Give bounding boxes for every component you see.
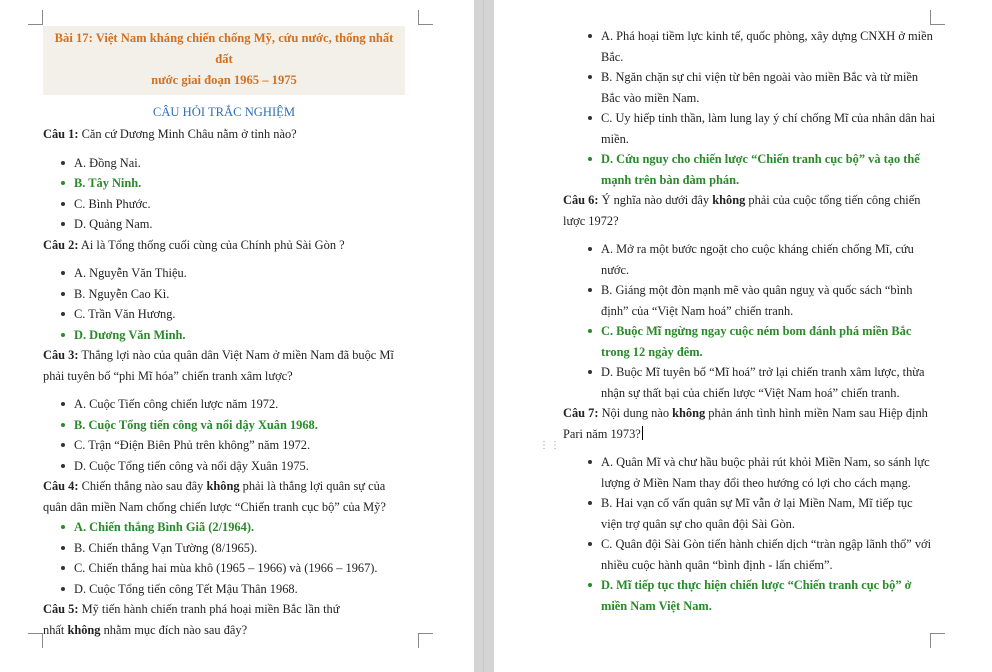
answers-q6: [570, 239, 936, 403]
document-page-left: [0, 0, 474, 672]
question-text: Ý nghĩa nào dưới đây: [598, 193, 713, 207]
question-emphasis: không: [67, 622, 101, 637]
document-page-right: [494, 0, 992, 672]
question-4: [43, 476, 405, 497]
crop-mark: [930, 633, 945, 648]
question-number: Câu 7:: [563, 406, 599, 420]
question-text: Pari năm 1973?: [563, 426, 641, 441]
answer-option: C. Chiến thắng hai mùa khô (1965 – 1966) và (1966 – 1967).: [43, 558, 405, 579]
question-text: Ai là Tổng thống cuối cùng của Chính phủ Sài Gòn ?: [78, 237, 345, 252]
answer-line: lượng ở Miền Nam thay đổi theo hướng có lợi cho cách mạng.: [601, 475, 911, 490]
answer-line: A. Phá hoại tiềm lực kinh tế, quốc phòng, xây dựng CNXH ở miền: [601, 29, 933, 43]
answer-option: D. Quảng Nam.: [43, 214, 405, 235]
answer-line: D. Mĩ tiếp tục thực hiện chiến lược “Chiến tranh cục bộ” ở: [601, 578, 912, 592]
answer-line: B. Giáng một đòn mạnh mẽ vào quân nguỵ và quốc sách “bình: [601, 283, 913, 297]
answer-option: C. Trận “Điện Biên Phủ trên không” năm 1972.: [43, 435, 405, 456]
answer-line: định” của “Việt Nam hoá” chiến tranh.: [601, 303, 794, 318]
answer-option: A. Đồng Nai.: [43, 153, 405, 174]
text-cursor: [642, 426, 643, 440]
answer-line: C. Buộc Mĩ ngừng ngay cuộc ném bom đánh phá miền Bắc: [601, 324, 912, 338]
answers-q5: [570, 26, 936, 190]
answers-q2: [43, 263, 405, 345]
answer-line: trong 12 ngày đêm.: [601, 344, 703, 359]
question-text: Căn cứ Dương Minh Châu nằm ở tỉnh nào?: [78, 127, 297, 141]
answer-line: Bắc vào miền Nam.: [601, 90, 700, 105]
page-content[interactable]: [43, 26, 405, 640]
answer-option: D. Cuộc Tổng tiến công Tết Mậu Thân 1968.: [43, 579, 405, 600]
answer-option: C. Trần Văn Hương.: [43, 304, 405, 325]
answer-line: Bắc.: [601, 49, 624, 64]
answer-option: [570, 280, 936, 321]
question-3-continued: phải tuyên bố “phi Mĩ hóa” chiến tranh xâm lược?: [43, 368, 293, 383]
crop-mark: [418, 633, 433, 648]
answers-q7: [570, 452, 936, 616]
question-7: [563, 403, 936, 424]
question-emphasis: không: [712, 193, 746, 207]
answer-line: B. Ngăn chặn sự chi viện từ bên ngoài vào miền Bắc và từ miền: [601, 70, 919, 84]
answer-line: miền.: [601, 131, 629, 146]
drag-handle-icon[interactable]: ⋮⋮: [539, 440, 561, 451]
question-number: Câu 3:: [43, 348, 79, 362]
lesson-title-line: nước giai đoạn 1965 – 1975: [151, 73, 297, 87]
question-number: Câu 2:: [43, 237, 79, 252]
answer-option-correct: A. Chiến thắng Bình Giã (2/1964).: [43, 517, 405, 538]
question-6: [563, 190, 936, 211]
question-number: Câu 6:: [563, 193, 599, 207]
answers-q4: [43, 517, 405, 599]
question-1: [43, 124, 405, 145]
question-text: phải là thắng lợi quân sự của: [239, 479, 386, 493]
answer-option: [570, 67, 936, 108]
question-number: Câu 5:: [43, 602, 79, 616]
answer-option: B. Nguyễn Cao Kì.: [43, 284, 405, 305]
page-gap: [474, 0, 494, 672]
question-5: [43, 599, 405, 620]
answer-line: nhận sự thất bại của chiến lược “Việt Nam hoá” chiến tranh.: [601, 385, 900, 400]
page-gap-line: [483, 0, 484, 672]
answers-q3: [43, 394, 405, 476]
question-emphasis: không: [672, 406, 706, 420]
section-heading: CÂU HỎI TRẮC NGHIỆM: [152, 105, 296, 119]
question-4-continued: quân dân miền Nam chống chiến lược “Chiến tranh cục bộ” của Mỹ?: [43, 499, 386, 514]
answer-option: [570, 108, 936, 149]
question-number: Câu 4:: [43, 479, 79, 493]
answer-option: [570, 362, 936, 403]
answer-line: nhiều cuộc hành quân “bình định - lấn chiếm”.: [601, 557, 833, 572]
answer-line: D. Cứu nguy cho chiến lược “Chiến tranh cục bộ” và tạo thế: [601, 152, 920, 166]
question-6-continued: lược 1972?: [563, 213, 619, 228]
answer-option: D. Cuộc Tổng tiến công và nổi dậy Xuân 1975.: [43, 456, 405, 477]
answer-option: [570, 26, 936, 67]
answer-option-correct: [570, 321, 936, 362]
question-text: phản ánh tình hình miền Nam sau Hiệp định: [705, 406, 928, 420]
crop-mark: [930, 10, 945, 25]
answer-line: D. Buộc Mĩ tuyên bố “Mĩ hoá” trở lại chiến tranh xâm lược, thừa: [601, 365, 925, 379]
answer-line: C. Quân đội Sài Gòn tiến hành chiến dịch “tràn ngập lãnh thổ” với: [601, 537, 932, 551]
answer-option: A. Cuộc Tiến công chiến lược năm 1972.: [43, 394, 405, 415]
answer-option-correct: [570, 149, 936, 190]
answer-line: miền Nam Việt Nam.: [601, 598, 712, 613]
answers-q1: [43, 153, 405, 235]
question-text: Nội dung nào: [598, 406, 673, 420]
answer-option: A. Nguyễn Văn Thiệu.: [43, 263, 405, 284]
answer-line: mạnh trên bàn đàm phán.: [601, 172, 740, 187]
crop-mark: [28, 10, 43, 25]
answer-option: [570, 239, 936, 280]
lesson-title-line: Bài 17: Việt Nam kháng chiến chống Mỹ, cứu nước, thống nhất đất: [54, 31, 394, 66]
question-3: [43, 345, 405, 366]
question-emphasis: không: [206, 479, 240, 493]
crop-mark: [28, 633, 43, 648]
lesson-title: [43, 26, 405, 95]
answer-line: viện trợ quân sự cho quân đội Sài Gòn.: [601, 516, 795, 531]
answer-line: nước.: [601, 262, 630, 277]
question-text: Chiến thắng nào sau đây: [78, 479, 207, 493]
question-text: nhằm mục đích nào sau đây?: [100, 622, 248, 637]
answer-option: C. Bình Phước.: [43, 194, 405, 215]
answer-line: A. Quân Mĩ và chư hầu buộc phải rút khỏi Miền Nam, so sánh lực: [601, 455, 930, 469]
answer-option-correct: [570, 575, 936, 616]
answer-option: B. Chiến thắng Vạn Tường (8/1965).: [43, 538, 405, 559]
answer-option-correct: B. Cuộc Tổng tiến công và nổi dậy Xuân 1968.: [43, 415, 405, 436]
answer-option: [570, 534, 936, 575]
crop-mark: [418, 10, 433, 25]
answer-option-correct: D. Dương Văn Minh.: [43, 325, 405, 346]
question-text: Thắng lợi nào của quân dân Việt Nam ở miền Nam đã buộc Mĩ: [78, 348, 394, 362]
answer-line: A. Mở ra một bước ngoặt cho cuộc kháng chiến chống Mĩ, cứu: [601, 242, 914, 256]
question-text: Mỹ tiến hành chiến tranh phá hoại miền Bắc lần thứ: [78, 602, 340, 616]
answer-option-correct: B. Tây Ninh.: [43, 173, 405, 194]
answer-option: [570, 493, 936, 534]
question-5-continued: [43, 620, 405, 641]
question-text: nhất: [43, 622, 68, 637]
question-number: Câu 1:: [43, 127, 79, 141]
question-2: [43, 235, 405, 256]
question-7-continued[interactable]: [563, 424, 936, 445]
answer-line: B. Hai vạn cố vấn quân sự Mĩ vẫn ở lại Miền Nam, Mĩ tiếp tục: [601, 496, 913, 510]
page-content[interactable]: [563, 26, 936, 616]
question-text: phải của cuộc tổng tiến công chiến: [745, 193, 921, 207]
answer-line: C. Uy hiếp tinh thần, làm lung lay ý chí chống Mĩ của nhân dân hai: [601, 111, 936, 125]
answer-option: [570, 452, 936, 493]
